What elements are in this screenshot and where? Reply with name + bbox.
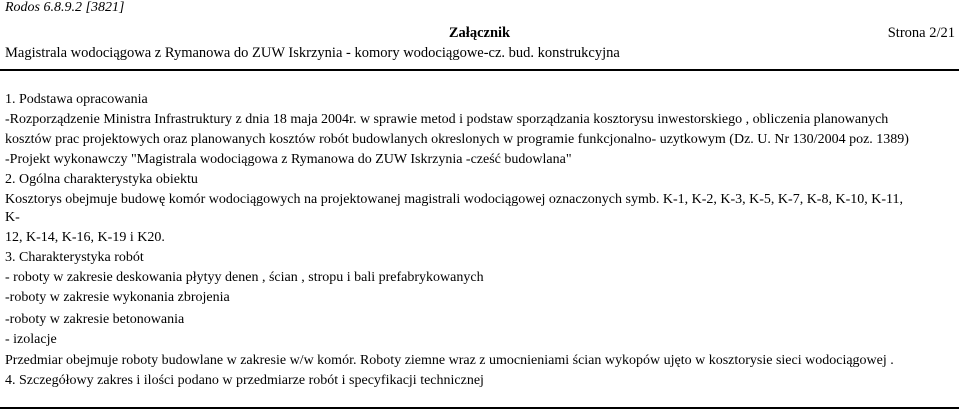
list-item: -roboty w zakresie betonowania <box>5 312 185 327</box>
body-line: kosztów prac projektowych oraz planowanych kosztów robót budowlanych okreslonych w programie funkcjonalno- uzytkowym (Dz. U. Nr 130/2004 poz. 1389) <box>5 132 909 147</box>
body-line: -Rozporządzenie Ministra Infrastruktury z dnia 18 maja 2004r. w sprawie metod i podstaw sporządzania kosztorysu inwestorskiego , obliczenia planowanych <box>5 112 889 127</box>
attachment-heading: Załącznik <box>448 25 511 41</box>
section-heading-works: 3. Charakterystyka robót <box>5 250 144 265</box>
page-number: Strona 2/21 <box>887 25 955 41</box>
body-line: Kosztorys obejmuje budowę komór wodociągowych na projektowanej magistrali wodociągowej oznaczonych symb. K-1, K-2, K-3, K-5, K-7, K-8, K-10, K-11, <box>5 192 903 207</box>
list-item: - roboty w zakresie deskowania płytyy denen , ścian , stropu i bali prefabrykowanych <box>5 270 484 285</box>
list-item: - izolacje <box>5 332 57 347</box>
body-line: -Projekt wykonawczy "Magistrala wodociągowa z Rymanowa do ZUW Iskrzynia -cześć budowlana" <box>5 152 572 167</box>
program-version-stamp: Rodos 6.8.9.2 [3821] <box>5 0 125 15</box>
section-heading-basis: 1. Podstawa opracowania <box>5 92 148 107</box>
body-line: Przedmiar obejmuje roboty budowlane w zakresie w/w komór. Roboty ziemne wraz z umocnieniami ścian wykopów ujęto w kosztorysie sieci wodociągowej . <box>5 353 894 368</box>
body-line: 12, K-14, K-16, K-19 i K20. <box>5 230 165 245</box>
body-line: K- <box>5 210 20 225</box>
header-divider <box>0 69 959 71</box>
project-title: Magistrala wodociągowa z Rymanowa do ZUW Iskrzynia - komory wodociągowe-cz. bud. konstrukcyjna <box>5 45 620 61</box>
list-item: -roboty w zakresie wykonania zbrojenia <box>5 290 230 305</box>
section-heading-object: 2. Ogólna charakterystyka obiektu <box>5 172 198 187</box>
footer-divider <box>0 407 959 409</box>
section-heading-details: 4. Szczegółowy zakres i ilości podano w przedmiarze robót i specyfikacji technicznej <box>5 373 484 388</box>
